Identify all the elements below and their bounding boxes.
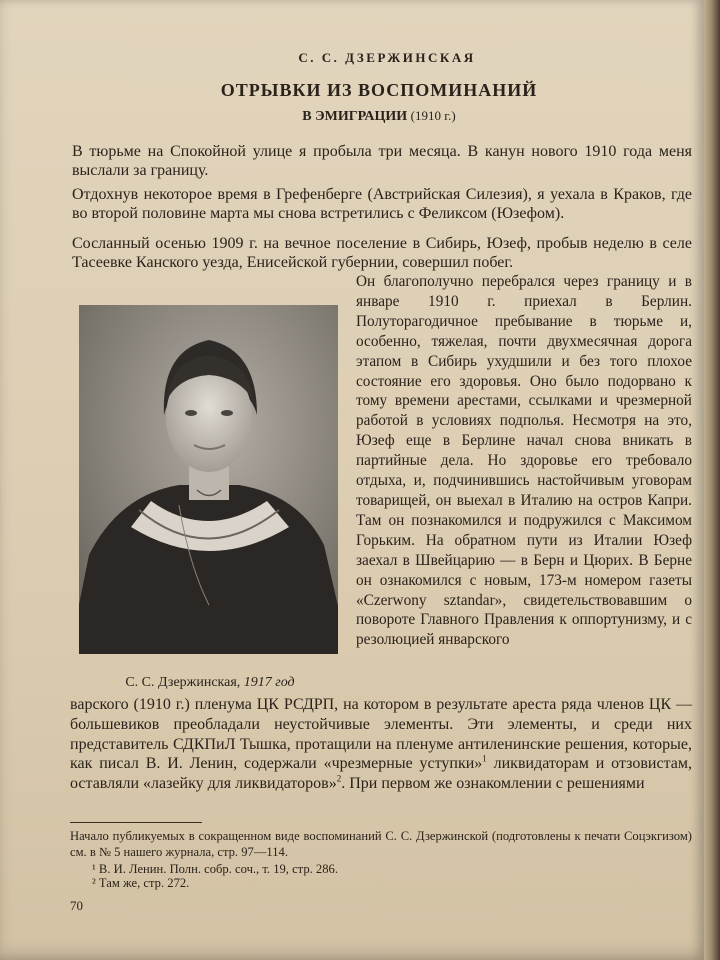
subtitle-text: В ЭМИГРАЦИИ — [302, 109, 408, 124]
article-author: С. С. ДЗЕРЖИНСКАЯ — [298, 50, 476, 65]
portrait-photo — [79, 305, 338, 654]
paragraph-1: В тюрьме на Спокойной улице я пробыла три месяца. В канун нового 1910 года меня выслали за границу. — [72, 143, 692, 179]
footnote-ref-2[interactable]: 2 — [336, 773, 342, 784]
page-number: 70 — [70, 898, 83, 913]
caption-name: С. С. Дзержинская, — [125, 675, 241, 690]
subtitle-year: (1910 г.) — [410, 108, 456, 123]
footnote-1: ¹ В. И. Ленин. Полн. собр. соч., т. 19, стр. 286. — [92, 862, 338, 876]
paragraph-4 — [70, 695, 692, 794]
paragraph-4-part-a: варского (1910 г.) пленума ЦК РСДРП, на котором в результате ареста ряда членов ЦК — большевиков преобладали неустойчивые элементы. Эти элементы, и среди них представитель СДКПиЛ Тышка, протащили на пленуме антиленинские решения, которые, как писал В. И. Ленин, содержали «чрезмерные уступки» — [70, 696, 692, 773]
article-title: ОТРЫВКИ ИЗ ВОСПОМИНАНИЙ — [220, 80, 538, 100]
photo-caption — [85, 675, 335, 691]
footnote-intro: Начало публикуемых в сокращенном виде воспоминаний С. С. Дзержинской (подготовлены к печати Соцэкгизом) см. в № 5 нашего журнала, стр. 97—114. — [70, 829, 692, 859]
binding-edge — [704, 0, 720, 960]
paragraph-4-part-c: . При первом же ознакомлении с решениями — [341, 775, 645, 793]
caption-year: 1917 год — [243, 675, 295, 690]
footnote-divider — [70, 822, 202, 823]
paragraph-2: Отдохнув некоторое время в Грефенберге (Австрийская Силезия), я уехала в Краков, где во второй половине марта мы снова встретились с Феликсом (Юзефом). — [72, 186, 692, 222]
paragraph-3: Сосланный осенью 1909 г. на вечное поселение в Сибирь, Юзеф, пробыв неделю в селе Тасеевке Канского уезда, Енисейской губернии, совершил побег. — [72, 235, 692, 271]
footnote-ref-1[interactable]: 1 — [482, 754, 487, 765]
footnote-2: ² Там же, стр. 272. — [92, 876, 190, 890]
paragraph-3-wrapped: Он благополучно перебрался через границу и в январе 1910 г. приехал в Берлин. Полуторагодичное пребывание в тюрьме и, особенно, тяжелая, почти двухмесячная дорога этапом в Сибирь ухудшили и без того плохое состояние его здоровья. Оно было подорвано к тому времени арестами, ссылками и чрезмерной работой в условиях подполья. Несмотря на это, Юзеф еще в Берлине начал снова вникать в партийные дела. Но здоровье его требовало отдыха, и, подчинившись настойчивым уговорам товарищей, он выехал в Италию на остров Капри. Там он познакомился и подружился с Максимом Горьким. На обратном пути из Италии Юзеф заехал в Швейцарию — в Берн и Цюрих. В Берне он ознакомился с новым, 173-м номером газеты «Czerwony sztandar», свидетельствовавшим о повороте Главного Правления к оппортунизму, и с резолюцией январского — [356, 273, 692, 649]
portrait-illustration — [79, 305, 338, 654]
article-subtitle — [0, 108, 704, 125]
paragraph-4-part-b: ликвидаторам и отзовистам, оставляли «лазейку для ликвидаторов» — [70, 755, 692, 793]
